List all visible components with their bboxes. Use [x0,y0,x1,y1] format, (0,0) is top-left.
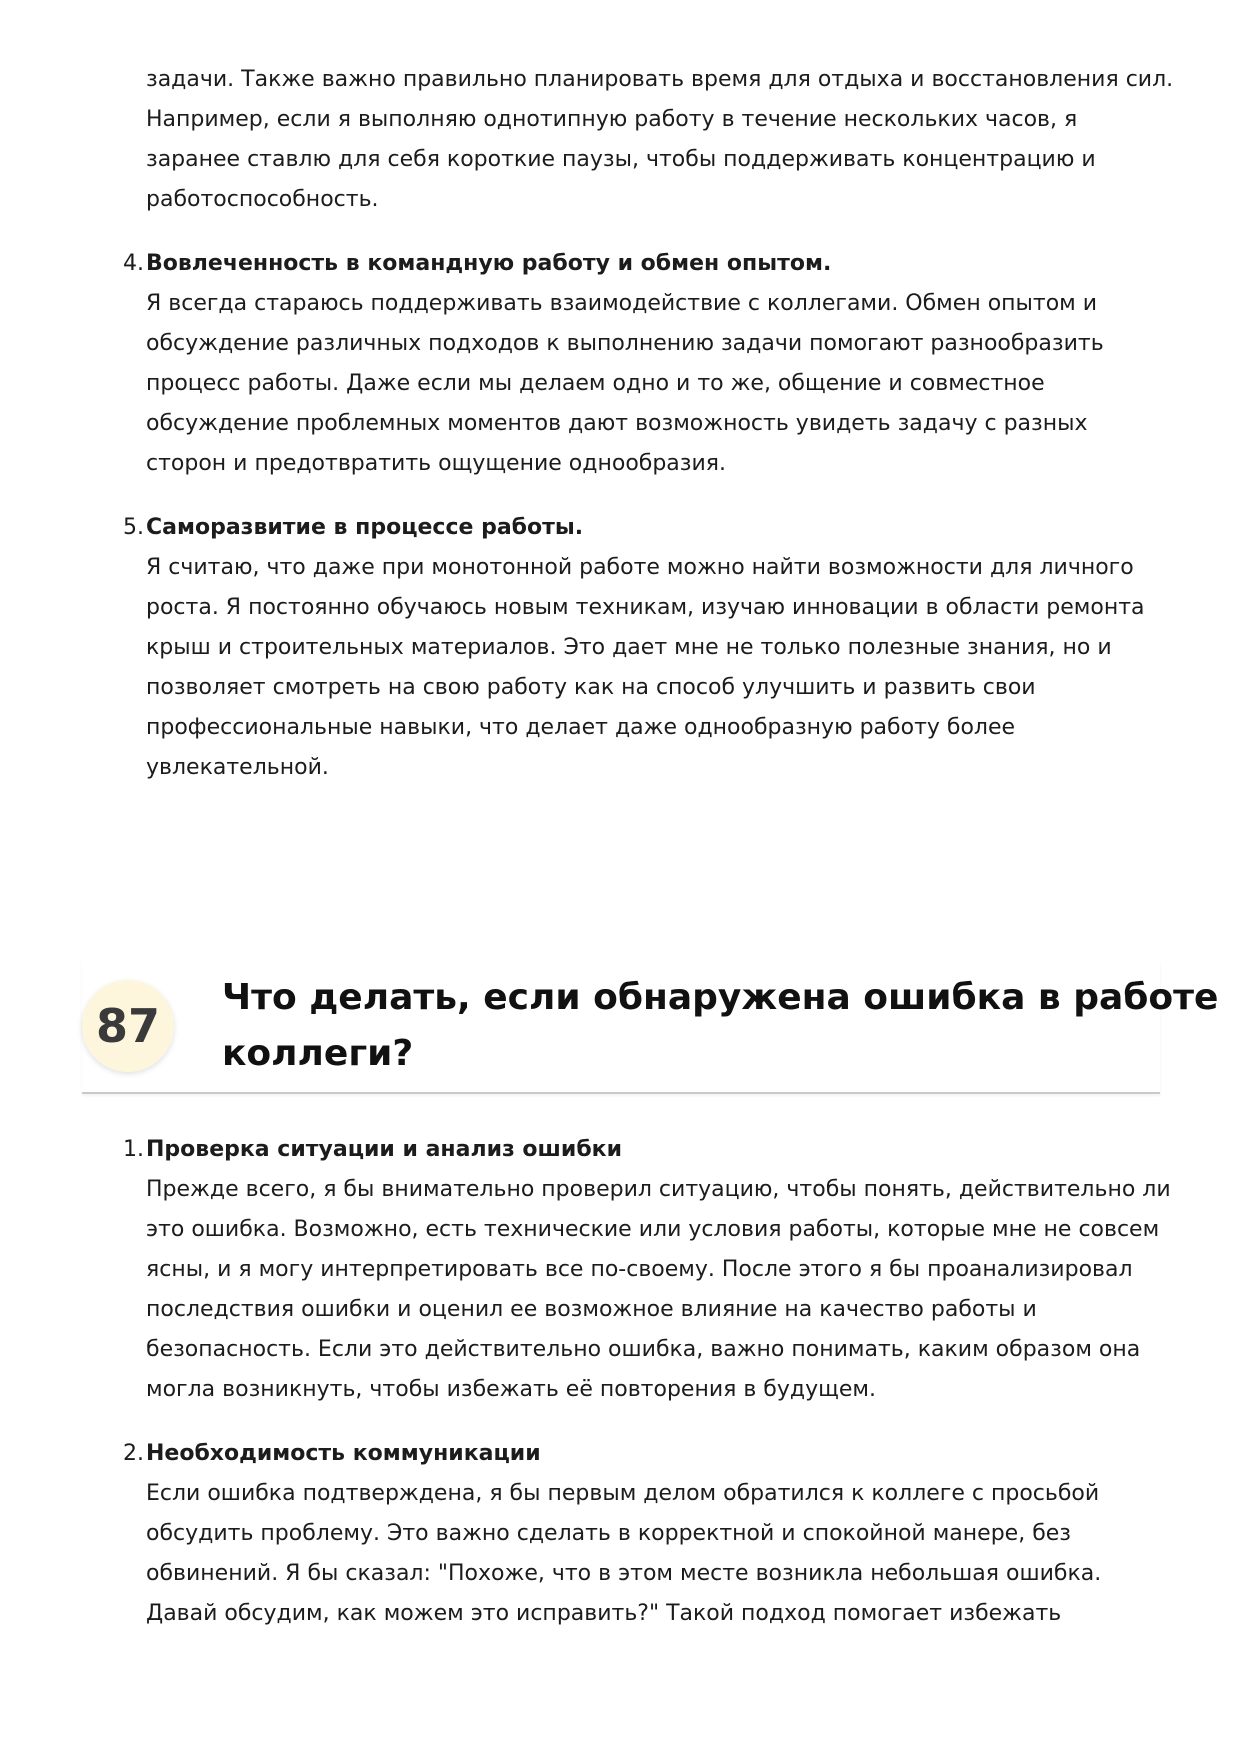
list-item-title: Проверка ситуации и анализ ошибки [146,1137,623,1162]
list-item-number: 2. [123,1441,144,1466]
text-line: безопасность. Если это действительно ошибка, важно понимать, каким образом она [146,1337,1141,1362]
text-line: профессиональные навыки, что делает даже однообразную работу более [146,715,1016,740]
list-item-title: Саморазвитие в процессе работы. [146,515,584,540]
text-line: обсудить проблему. Это важно сделать в корректной и спокойной манере, без [146,1521,1071,1546]
section-title-line: коллеги? [222,1033,414,1074]
text-line: задачи. Также важно правильно планировать время для отдыха и восстановления сил. [146,67,1174,92]
list-item-title: Необходимость коммуникации [146,1441,541,1466]
text-line: работоспособность. [146,187,379,212]
list-item-number: 5. [123,515,144,540]
list-item [123,1434,1166,1634]
section-header [82,960,1219,1094]
text-line: Давай обсудим, как можем это исправить?" Такой подход помогает избежать [146,1601,1062,1626]
intro-paragraph [146,60,1174,220]
text-line: сторон и предотвратить ощущение однообразия. [146,451,727,476]
list-item [123,508,1166,788]
text-line: могла возникнуть, чтобы избежать её повторения в будущем. [146,1377,876,1402]
text-line: Я считаю, что даже при монотонной работе можно найти возможности для личного [146,555,1134,580]
list-item-number: 4. [123,251,144,276]
text-line: Например, если я выполняю однотипную работу в течение нескольких часов, я [146,107,1078,132]
text-line: увлекательной. [146,755,329,780]
text-line: ясны, и я могу интерпретировать все по-своему. После этого я бы проанализировал [146,1257,1133,1282]
text-line: процесс работы. Даже если мы делаем одно и то же, общение и совместное [146,371,1045,396]
text-line: обвинений. Я бы сказал: "Похоже, что в этом месте возникла небольшая ошибка. [146,1561,1102,1586]
text-line: крыш и строительных материалов. Это дает мне не только полезные знания, но и [146,635,1112,660]
section-title-line: Что делать, если обнаружена ошибка в работе [222,977,1219,1018]
text-line: это ошибка. Возможно, есть технические или условия работы, которые мне не совсем [146,1217,1160,1242]
list-item [123,1130,1171,1410]
section-number-badge: 87 [82,980,174,1072]
list-item [123,244,1166,484]
text-line: позволяет смотреть на свою работу как на способ улучшить и развить свои [146,675,1036,700]
text-line: роста. Я постоянно обучаюсь новым техникам, изучаю инновации в области ремонта [146,595,1145,620]
text-line: последствия ошибки и оценил ее возможное влияние на качество работы и [146,1297,1037,1322]
section-title [222,970,1219,1082]
text-line: обсуждение различных подходов к выполнению задачи помогают разнообразить [146,331,1104,356]
text-line: Если ошибка подтверждена, я бы первым делом обратился к коллеге с просьбой [146,1481,1100,1506]
text-line: обсуждение проблемных моментов дают возможность увидеть задачу с разных [146,411,1088,436]
text-line: Я всегда стараюсь поддерживать взаимодействие с коллегами. Обмен опытом и [146,291,1098,316]
list-item-title: Вовлеченность в командную работу и обмен опытом. [146,251,832,276]
text-line: заранее ставлю для себя короткие паузы, чтобы поддерживать концентрацию и [146,147,1096,172]
list-item-number: 1. [123,1137,144,1162]
text-line: Прежде всего, я бы внимательно проверил ситуацию, чтобы понять, действительно ли [146,1177,1171,1202]
